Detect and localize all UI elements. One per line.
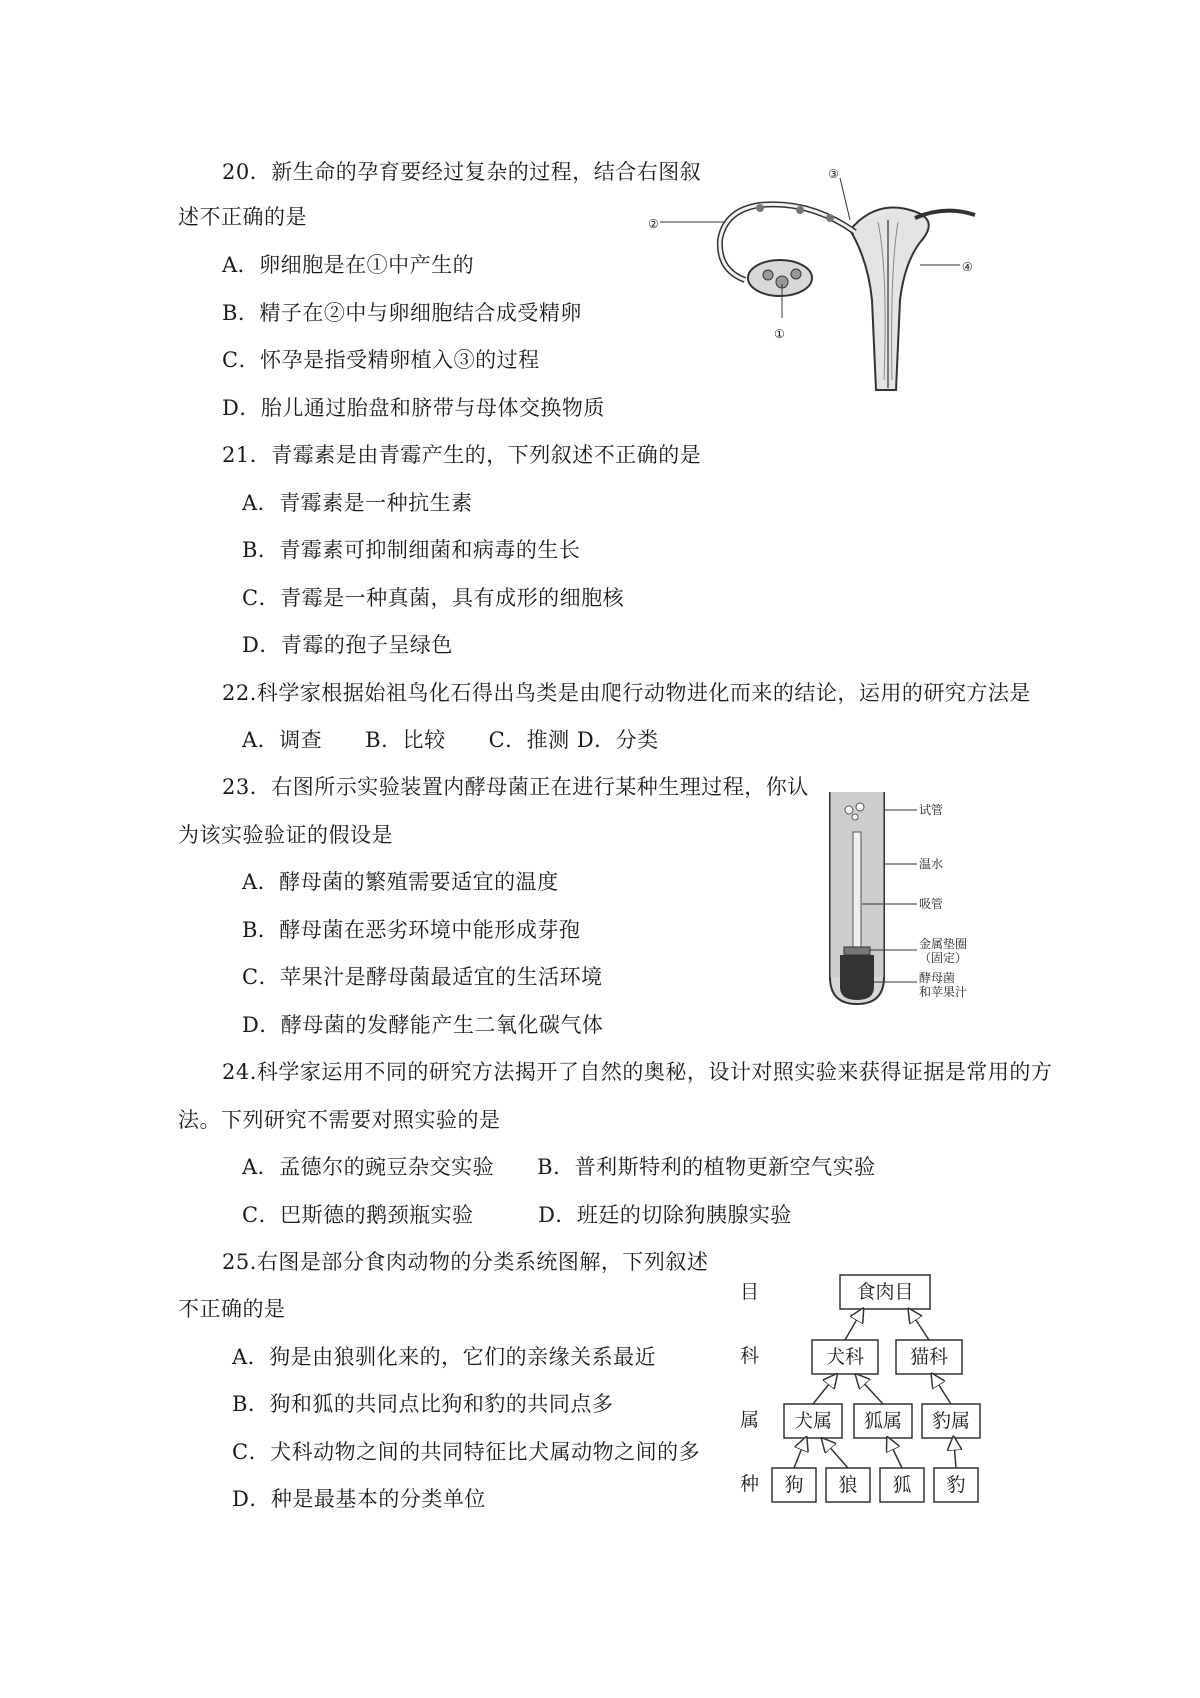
q23-option-d: D．酵母菌的发酵能产生二氧化碳气体 (242, 1013, 604, 1037)
node-genus-vulpes: 狐属 (863, 1410, 903, 1432)
node-genus-panthera: 豹属 (931, 1410, 971, 1432)
q23-option-c: C．苹果汁是酵母菌最适宜的生活环境 (242, 965, 603, 989)
fig23-label-yeast2: 和苹果汁 (919, 985, 968, 999)
q24-options-ab: A．孟德尔的豌豆杂交实验 B．普利斯特利的植物更新空气实验 (242, 1155, 876, 1179)
fig20-label-4: ④ (962, 260, 973, 274)
fig20-label-3: ③ (828, 167, 839, 181)
fig23-label-ring1: 金属垫圈 (919, 937, 968, 951)
q20-option-a: A．卵细胞是在①中产生的 (222, 253, 475, 277)
q24-stem-line1: 24.科学家运用不同的研究方法揭开了自然的奥秘，设计对照实验来获得证据是常用的方 (222, 1060, 1053, 1084)
q25-stem-line2: 不正确的是 (178, 1297, 286, 1321)
fig20-label-1: ① (774, 327, 785, 341)
node-family-canidae: 犬科 (825, 1346, 865, 1368)
q23-stem-line2: 为该实验验证的假设是 (178, 823, 393, 847)
node-species-leopard: 豹 (946, 1474, 966, 1496)
q20-option-d: D．胎儿通过胎盘和脐带与母体交换物质 (222, 396, 605, 420)
node-species-dog: 狗 (784, 1474, 804, 1496)
q23-option-a: A．酵母菌的繁殖需要适宜的温度 (242, 870, 559, 894)
q25-option-c: C．犬科动物之间的共同特征比犬属动物之间的多 (232, 1440, 701, 1464)
node-family-felidae: 猫科 (909, 1346, 949, 1368)
rank-label-species: 种 (740, 1473, 760, 1495)
carnivore-classification-tree (730, 1270, 990, 1510)
q24-options-cd: C．巴斯德的鹅颈瓶实验 D．班廷的切除狗胰腺实验 (242, 1203, 792, 1227)
fig20-label-2: ② (648, 217, 659, 231)
q23-option-b: B．酵母菌在恶劣环境中能形成芽孢 (242, 918, 581, 942)
q21-option-c: C．青霉是一种真菌，具有成形的细胞核 (242, 586, 625, 610)
node-order: 食肉目 (856, 1281, 914, 1303)
q20-stem-line2: 述不正确的是 (178, 205, 307, 229)
q21-option-b: B．青霉素可抑制细菌和病毒的生长 (242, 538, 581, 562)
q21-option-d: D．青霉的孢子呈绿色 (242, 633, 453, 657)
node-species-fox: 狐 (892, 1474, 912, 1496)
fig23-label-tube: 试管 (919, 803, 944, 817)
q20-option-b: B．精子在②中与卵细胞结合成受精卵 (222, 301, 582, 325)
rank-label-order: 目 (740, 1281, 760, 1303)
q20-option-c: C．怀孕是指受精卵植入③的过程 (222, 348, 540, 372)
q25-option-d: D．种是最基本的分类单位 (232, 1487, 486, 1511)
q20-stem-line1: 20．新生命的孕育要经过复杂的过程，结合右图叙 (222, 160, 702, 184)
q23-stem-line1: 23．右图所示实验装置内酵母菌正在进行某种生理过程，你认 (222, 775, 809, 799)
q24-stem-line2: 法。下列研究不需要对照实验的是 (178, 1108, 501, 1132)
q25-stem-line1: 25.右图是部分食肉动物的分类系统图解，下列叙述 (222, 1250, 709, 1274)
q25-option-b: B．狗和狐的共同点比狗和豹的共同点多 (232, 1392, 614, 1416)
q22-options: A．调查 B．比较 C．推测 D．分类 (242, 728, 659, 752)
q21-option-a: A．青霉素是一种抗生素 (242, 491, 473, 515)
fig23-label-straw: 吸管 (919, 897, 944, 911)
fig23-label-yeast1: 酵母菌 (919, 971, 956, 985)
node-species-wolf: 狼 (838, 1474, 858, 1496)
female-reproductive-system-figure (648, 160, 1000, 400)
q22-stem: 22.科学家根据始祖鸟化石得出鸟类是由爬行动物进化而来的结论，运用的研究方法是 (222, 681, 1031, 705)
yeast-test-tube-figure (822, 782, 1002, 1012)
node-genus-canis: 犬属 (793, 1410, 833, 1432)
q21-stem: 21．青霉素是由青霉产生的，下列叙述不正确的是 (222, 443, 702, 467)
rank-label-family: 科 (740, 1345, 760, 1367)
rank-label-genus: 属 (740, 1409, 760, 1431)
fig23-label-ring2: （固定） (919, 951, 968, 965)
q25-option-a: A．狗是由狼驯化来的，它们的亲缘关系最近 (232, 1345, 657, 1369)
fig23-label-water: 温水 (919, 857, 944, 871)
